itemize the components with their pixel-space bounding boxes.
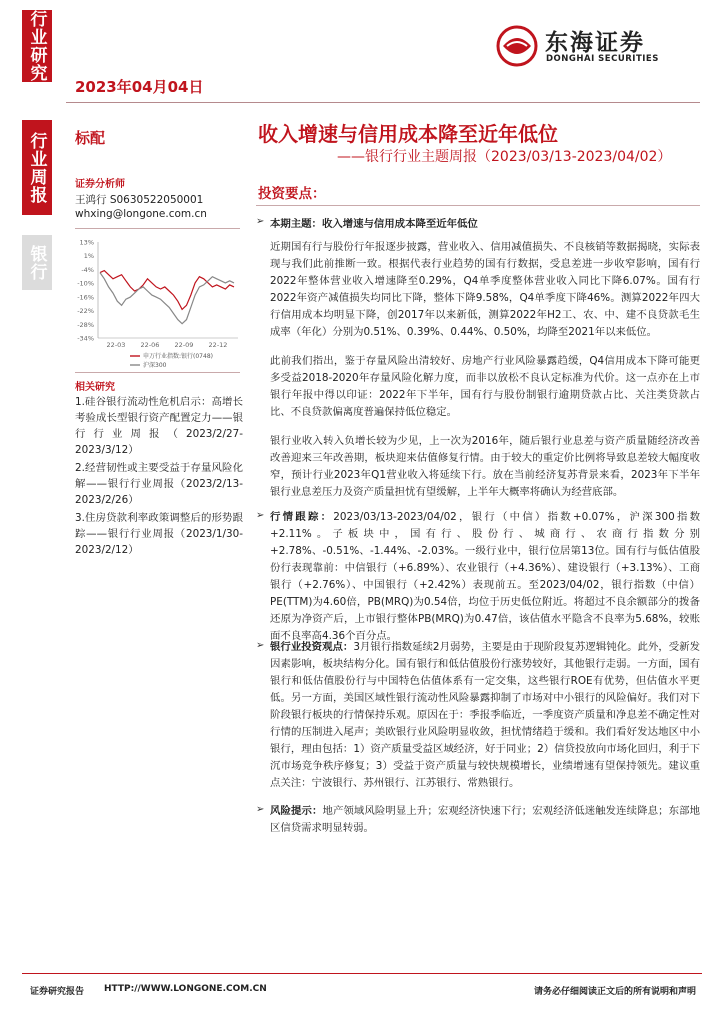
page-title: 收入增速与信用成本降至近年低位 [258,122,558,146]
bullet-icon: ➢ [256,510,265,521]
report-date: 2023年04月04日 [75,78,204,96]
logo-cn: 东海证券 [545,30,645,56]
paragraph-3-text: 银行业收入转入负增长较为少见，上一次为2016年，随后银行业息差与资产质量随经济改善改善迎来三年改善期，板块迎来估值修复行情。由于较大的重定价比例将导致息差较大幅度收窄，预计行业2023年Q1营业收入将延续下行。放在当前经济复苏背景来看，2023年下半年银行业息差压力及资产质量担忧有望缓解，上半年大概率将确认为经营底部。 [270,435,700,498]
section-theme-label: 本期主题： [270,218,322,230]
y-tick-label: -28% [77,320,94,329]
y-tick-label: 1% [83,252,94,261]
rating: 标配 [75,129,106,147]
legend-label: 申万行业指数:银行(0748) [143,353,213,360]
tab-weekly: 行业周报 [22,120,52,215]
y-tick-label: -16% [77,293,94,302]
header-divider [66,102,700,103]
x-tick-label: 22-03 [106,341,126,349]
x-tick-label: 22-12 [208,341,228,349]
sidebar-divider [75,228,240,229]
footer-divider [22,973,702,974]
tab-bank: 银行 [22,235,52,290]
related-item-3[interactable]: 3.住房贷款利率政策调整后的形势跟踪——银行行业周报（2023/1/30-2023/2/12） [75,512,243,556]
view-label: 银行业投资观点： [270,641,354,653]
logo-mark-icon [495,24,539,68]
y-tick-label: -22% [77,307,94,316]
footer-url[interactable]: HTTP://WWW.LONGONE.COM.CN [104,984,267,994]
paragraph-1 [270,239,700,341]
paragraph-4-text: 2023/03/13-2023/04/02，银行（中信）指数+0.07%，沪深300指数+2.11%。子板块中，国有行、股份行、城商行、农商行指数分别+2.78%、-0.51%、-1.44%、-2.03%。一级行业中，银行位居第13位。国有行与低估值股份行表现靠前：中信银行（+6.89%）、农业银行（+4.36%）、建设银行（+3.13%）、工商银行（+2.76%）、中国银行（+2.42%）表现前五。至2023/04/02，银行指数（中信）PE(TTM)为4.60倍，PB(MRQ)为0.54倍，均位于历史低位附近。将超过不良余额部分的拨备还原为净资产后，上市银行整体PB(MRQ)为0.47倍，该估值水平隐含不良率为5.68%，较账面不良率高4.36个百分点。 [270,511,700,642]
y-tick-label: -10% [77,279,94,288]
footer-disclaimer: 请务必仔细阅读正文后的所有说明和声明 [533,987,696,997]
section-theme [270,215,478,230]
performance-chart [70,234,250,374]
bullet-icon: ➢ [256,216,265,227]
related-heading: 相关研究 [75,382,115,393]
series-line-2 [100,273,234,324]
invest-heading: 投资要点： [258,186,326,202]
paragraph-5-text: 3月银行指数延续2月弱势，主要是由于现阶段复苏逻辑钝化。此外，受新发因素影响，板块结构分化。国有银行和低估值股份行涨势较好，其他银行走弱。一方面，国有银行和低估值股份行与中国特色估值体系有一定交集，这些银行ROE有优势，但估值水平更低。另一方面，美国区域性银行流动性风险暴露抑制了市场对中小银行的风险偏好。我们对下阶段银行板块的行情保持乐观。原因在于：季报季临近，一季度资产质量和净息差不确定性对行情的压制进入尾声；美欧银行业风险明显收敛，担忧情绪趋于缓和。我们看好发达地区中小银行，理由包括：1）资产质量受益区域经济，好于同业；2）信贷投放向市场化回归，利于下沉市场竞争秩序修复；3）受益于资产质量与较快规模增长，业绩增速有望保持领先。建议重点关注：宁波银行、苏州银行、江苏银行、常熟银行。 [270,641,701,789]
y-tick-label: 13% [79,238,94,247]
invest-divider [256,205,700,206]
paragraph-3 [270,433,700,501]
x-tick-label: 22-06 [140,341,160,349]
analyst-name: 王鸿行 S0630522050001 [75,194,204,206]
logo-en: DONGHAI SECURITIES [546,54,659,64]
footer-label: 证券研究报告 [30,987,85,997]
paragraph-1-text: 近期国有行与股份行年报逐步披露，营业收入、信用减值损失、不良核销等数据揭晓，实际表现与我们此前推断一致。根据代表行业趋势的国有行数据，受息差进一步收窄影响，国有行2022年整体营业收入增速降至0.29%，Q4单季度整体营业收入同比下降6.07%。国有行2022年资产减值损失均同比下降，整体下降9.58%，Q4单季度下降46%。测算2022年四大行信用成本均明显下降，创2017年以来新低，测算2022年H2工、农、中、建不良贷款毛生成率（年化）分别为0.51%、0.39%、0.44%、0.50%，均降至2021年以来低位。 [270,241,700,338]
related-list [75,394,243,558]
analyst-email[interactable]: whxing@longone.com.cn [75,208,207,220]
category-tab: 行业研究 [22,10,52,82]
risk-label: 风险提示： [270,805,323,817]
related-item-2[interactable]: 2.经营韧性或主要受益于存量风险化解——银行行业周报（2023/2/13-2023/2/26） [75,462,243,506]
paragraph-6 [270,803,700,837]
legend-label: 沪深300 [143,362,167,369]
analyst-heading: 证券分析师 [75,179,125,190]
paragraph-4 [270,509,700,645]
x-tick-label: 22-09 [174,341,194,349]
market-label: 行情跟踪： [270,511,334,523]
paragraph-6-text: 地产领域风险明显上升；宏观经济快速下行；宏观经济低迷触发连续降息；东部地区信贷需求明显转弱。 [270,805,700,834]
logo [495,22,695,72]
paragraph-2 [270,353,700,421]
paragraph-2-text: 此前我们指出，鉴于存量风险出清较好、房地产行业风险暴露趋缓，Q4信用成本下降可能更多受益2018-2020年存量风险化解力度，而非以放松不良认定标准为代价。这一点亦在上市银行年报中得以印证：2022年下半年，国有行与股份制银行逾期贷款占比、关注类贷款占比、不良贷款偏离度普遍保持低位稳定。 [270,355,700,418]
y-tick-label: -34% [77,334,94,343]
page-subtitle: ——银行行业主题周报（2023/03/13-2023/04/02） [337,149,672,165]
footer-left [30,984,84,997]
related-divider [75,372,240,373]
section-theme-title: 收入增速与信用成本降至近年低位 [321,218,478,230]
paragraph-5 [270,639,700,792]
bullet-icon: ➢ [256,804,265,815]
bullet-icon: ➢ [256,640,265,651]
y-tick-label: -4% [81,265,94,274]
related-item-1[interactable]: 1.硅谷银行流动性危机启示：高增长考验成长型银行资产配置定力——银行行业周报（2023/2/27-2023/3/12） [75,396,243,456]
